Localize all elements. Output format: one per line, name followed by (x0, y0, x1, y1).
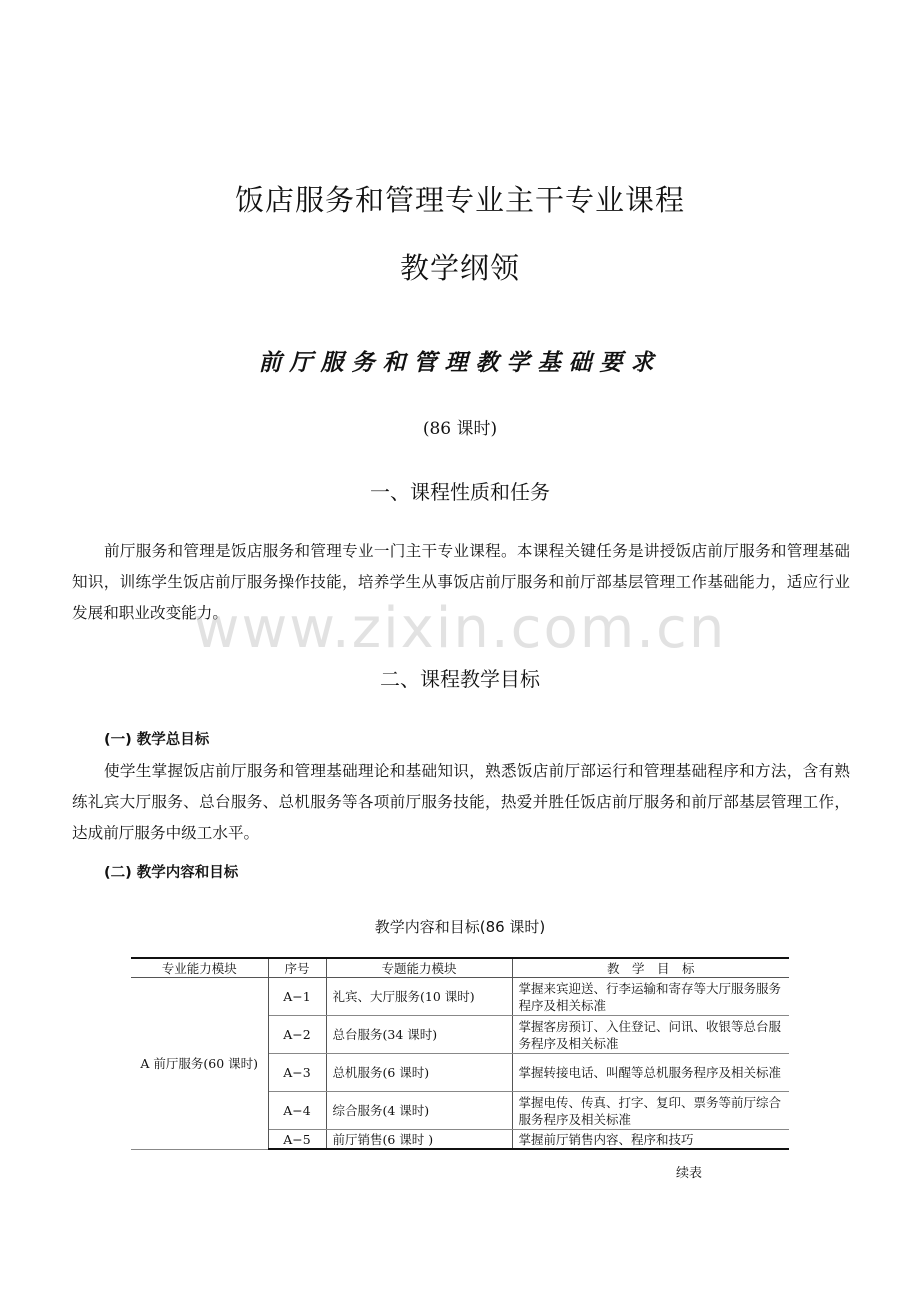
course-hours: (86 课时) (422, 419, 498, 439)
table-cell-topic: 综合服务(4 课时) (326, 1092, 512, 1130)
subsection-heading-content: (二) 教学内容和目标 (104, 865, 239, 881)
watermark: www.zixin.com.cn (193, 596, 727, 661)
table-cell-goal: 掌握来宾迎送、行李运输和寄存等大厅服务服务程序及相关标准 (512, 978, 789, 1016)
continued-label: 续表 (676, 1166, 703, 1181)
document-subtitle: 前厅服务和管理教学基础要求 (258, 349, 662, 376)
table-cell-number: A−1 (268, 978, 326, 1016)
table-header-row (131, 958, 789, 978)
section-heading-2: 二、课程教学目标 (380, 667, 540, 691)
table-cell-topic: 前厅销售(6 课时 ) (326, 1130, 512, 1150)
section1-paragraph: 前厅服务和管理是饭店服务和管理专业一门主干专业课程。本课程关键任务是讲授饭店前厅服务和管理基础知识，训练学生饭店前厅服务操作技能，培养学生从事饭店前厅服务和前厅部基层管理工作基础能力，适应行业发展和职业改变能力。 (72, 542, 850, 622)
table-cell-number: A−4 (268, 1092, 326, 1130)
table-header-goal: 教 学 目 标 (512, 958, 789, 978)
table-header-number: 序号 (268, 958, 326, 978)
table-cell-topic: 礼宾、大厅服务(10 课时) (326, 978, 512, 1016)
table-cell-number: A−2 (268, 1016, 326, 1054)
table-cell-topic: 总台服务(34 课时) (326, 1016, 512, 1054)
document-title-line2: 教学纲领 (399, 251, 520, 285)
table-header-module: 专业能力模块 (131, 958, 268, 978)
table-cell-number: A−3 (268, 1054, 326, 1092)
table-cell-topic: 总机服务(6 课时) (326, 1054, 512, 1092)
table-row (131, 978, 789, 1016)
teaching-content-table (131, 957, 789, 1150)
table-cell-module: A 前厅服务(60 课时) (131, 978, 268, 1150)
table-cell-goal: 掌握前厅销售内容、程序和技巧 (512, 1130, 789, 1150)
table-cell-goal: 掌握电传、传真、打字、复印、票务等前厅综合服务程序及相关标准 (512, 1092, 789, 1130)
subsection-heading-goals: (一) 教学总目标 (104, 732, 210, 748)
table-cell-goal: 掌握客房预订、入住登记、问讯、收银等总台服务程序及相关标准 (512, 1016, 789, 1054)
section-heading-1: 一、课程性质和任务 (370, 480, 550, 504)
table-cell-goal: 掌握转接电话、叫醒等总机服务程序及相关标准 (512, 1054, 789, 1092)
document-title: 饭店服务和管理专业主干专业课程 (234, 183, 685, 217)
table-caption: 教学内容和目标(86 课时) (374, 918, 546, 936)
subsection-goals-paragraph: 使学生掌握饭店前厅服务和管理基础理论和基础知识，熟悉饭店前厅部运行和管理基础程序和方法，含有熟练礼宾大厅服务、总台服务、总机服务等各项前厅服务技能，热爱并胜任饭店前厅服务和前厅部基层管理工作，达成前厅服务中级工水平。 (72, 762, 850, 842)
table-header-topic: 专题能力模块 (326, 958, 512, 978)
table-cell-number: A−5 (268, 1130, 326, 1150)
